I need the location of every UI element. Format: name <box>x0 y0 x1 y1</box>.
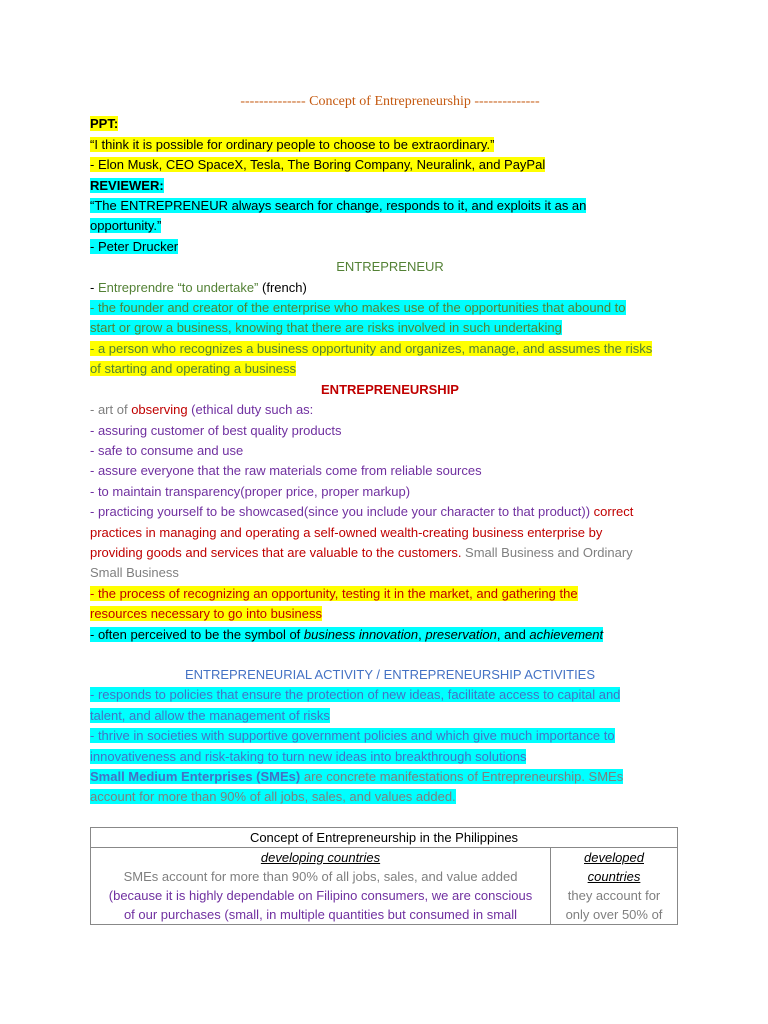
correct-word: correct <box>590 504 634 520</box>
developing-line-2: (because it is highly dependable on Filipino consumers, we are conscious <box>108 888 533 903</box>
definition-language: (french) <box>258 279 307 295</box>
ppt-author: - Elon Musk, CEO SpaceX, Tesla, The Boring Company, Neuralink, and PayPal <box>90 157 546 173</box>
duty-item: - practicing yourself to be showcased(since you include your character to that product)) <box>90 504 591 520</box>
symbol-and: , and <box>496 626 530 642</box>
duty-item: - assure everyone that the raw materials come from reliable sources <box>90 463 482 479</box>
process-line-2: resources necessary to go into business <box>90 606 322 622</box>
developing-line-1: SMEs account for more than 90% of all jobs, sales, and value added <box>123 869 518 884</box>
practices-text: providing goods and services that are valuable to the customers. <box>90 544 462 560</box>
showcase-line <box>90 502 690 522</box>
symbol-preservation: preservation <box>425 626 497 642</box>
entrepreneur-heading: ENTREPRENEUR <box>336 259 444 275</box>
developing-countries-cell <box>91 848 551 925</box>
activity-point-1-line-1: - responds to policies that ensure the protection of new ideas, facilitate access to capital and <box>90 687 621 703</box>
small-business-line-2: Small Business <box>90 565 179 581</box>
developed-heading-line-2: countries <box>587 869 641 884</box>
symbol-prefix: - often perceived to be the symbol of <box>90 626 304 642</box>
activity-point-2-line-2: innovativeness and risk-taking to turn new ideas into breakthrough solutions <box>90 748 527 764</box>
page-title: -------------- Concept of Entrepreneurship -------------- <box>240 94 540 109</box>
process-line-1: - the process of recognizing an opportunity, testing it in the market, and gathering the <box>90 585 578 601</box>
duty-item: - to maintain transparency(proper price, proper markup) <box>90 483 411 499</box>
duty-item: - safe to consume and use <box>90 442 244 458</box>
definition-dash: - <box>90 279 98 295</box>
practices-line-1: practices in managing and operating a self-owned wealth-creating business enterprise by <box>90 524 603 540</box>
developed-line-1: they account for <box>567 888 661 903</box>
symbol-achievement: achievement <box>529 626 604 642</box>
developing-countries-heading: developing countries <box>260 850 381 865</box>
symbol-innovation: business innovation <box>303 626 419 642</box>
duty-item: - assuring customer of best quality products <box>90 422 342 438</box>
sme-line-2: account for more than 90% of all jobs, sales, and values added. <box>90 789 456 805</box>
developed-countries-cell <box>551 848 678 925</box>
entrepreneur-point-1-line-1: - the founder and creator of the enterprise who makes use of the opportunities that abound to <box>90 300 626 316</box>
developed-line-2: only over 50% of <box>565 907 663 922</box>
activity-point-1-line-2: talent, and allow the management of risks <box>90 707 330 723</box>
art-suffix: (ethical duty such as: <box>187 402 314 418</box>
table-header: Concept of Entrepreneurship in the Philippines <box>91 828 678 848</box>
reviewer-author: - Peter Drucker <box>90 238 179 254</box>
entrepreneur-point-2-line-2: of starting and operating a business <box>90 361 296 377</box>
art-observing: observing <box>131 402 188 418</box>
ppt-quote: “I think it is possible for ordinary people to choose to be extraordinary.” <box>90 136 495 152</box>
symbol-comma: , <box>418 626 426 642</box>
art-prefix: - art of <box>90 402 132 418</box>
sme-text: are concrete manifestations of Entrepreneurship. SMEs <box>300 769 624 784</box>
sme-line-1 <box>90 767 690 787</box>
developed-heading-line-1: developed <box>584 850 644 865</box>
reviewer-label: REVIEWER: <box>90 177 164 193</box>
definition-word: Entreprendre “to undertake” <box>97 279 259 295</box>
entrepreneur-point-2-line-1: - a person who recognizes a business opportunity and organizes, manage, and assumes the risks <box>90 340 653 356</box>
art-of-line <box>90 400 690 420</box>
activity-heading: ENTREPRENEURIAL ACTIVITY / ENTREPRENEURSHIP ACTIVITIES <box>184 666 596 682</box>
ppt-label: PPT: <box>90 116 119 132</box>
symbol-line <box>90 625 690 645</box>
small-business-text: Small Business and Ordinary <box>461 544 633 560</box>
reviewer-quote-line-1: “The ENTREPRENEUR always search for change, responds to it, and exploits it as an <box>90 198 587 214</box>
developing-line-3: of our purchases (small, in multiple quantities but consumed in small <box>123 907 518 922</box>
entrepreneur-point-1-line-2: start or grow a business, knowing that there are risks involved in such undertaking <box>90 320 562 336</box>
practices-line-2 <box>90 543 690 563</box>
reviewer-quote-line-2: opportunity.” <box>90 218 162 234</box>
section-gap <box>90 645 690 665</box>
entrepreneur-definition <box>90 278 690 298</box>
concept-table <box>90 827 678 925</box>
activity-point-2-line-1: - thrive in societies with supportive government policies and which give much importance to <box>90 728 615 744</box>
entrepreneurship-heading: ENTREPRENEURSHIP <box>321 381 459 397</box>
sme-term: Small Medium Enterprises (SMEs) <box>90 769 301 784</box>
document-body <box>90 92 690 808</box>
